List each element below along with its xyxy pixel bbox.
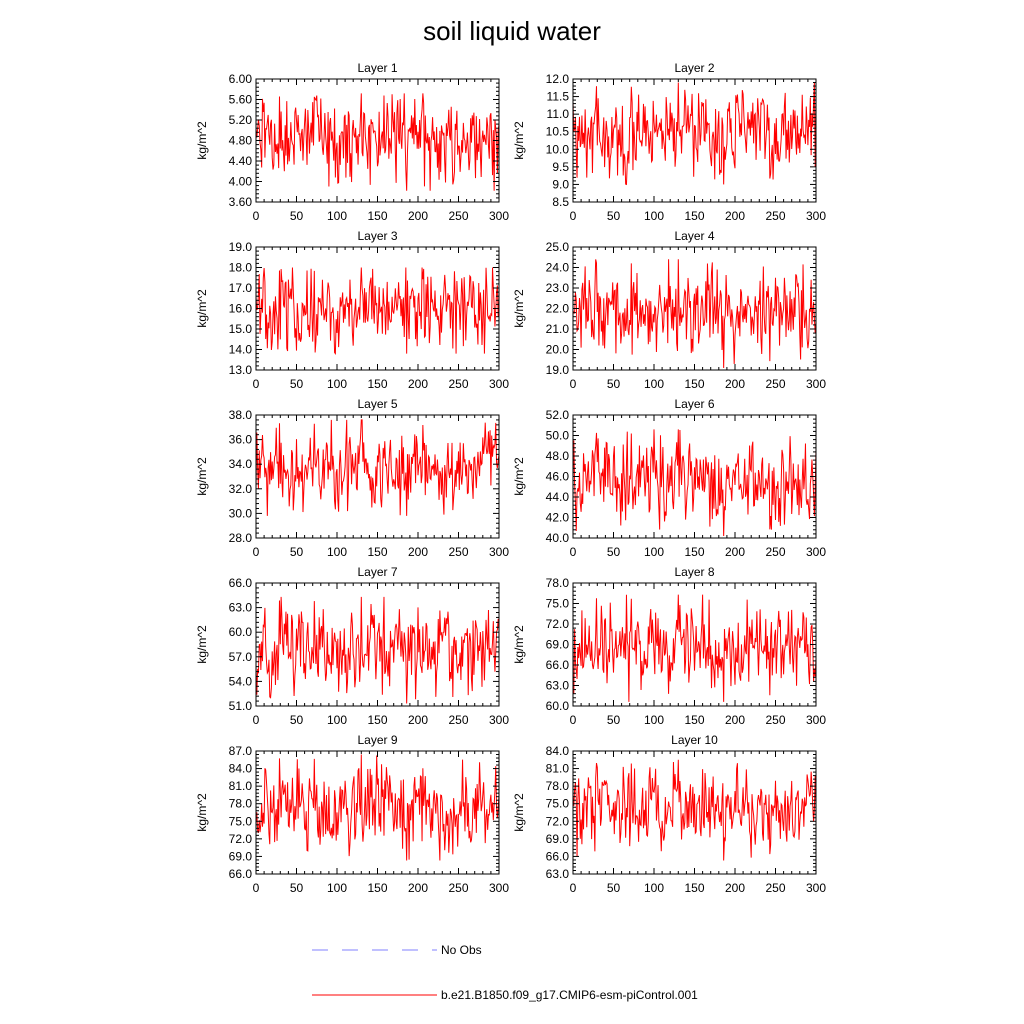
x-tick-label: 200 [724, 209, 746, 223]
y-tick-label: 66.0 [228, 576, 252, 590]
x-tick-label: 300 [488, 209, 510, 223]
x-tick-label: 150 [684, 881, 705, 895]
x-tick-label: 200 [724, 713, 746, 727]
x-tick-label: 0 [252, 377, 260, 391]
y-tick-label: 69.0 [228, 849, 252, 864]
y-tick-label: 6.00 [228, 72, 252, 86]
panel-title: Layer 10 [671, 733, 718, 747]
y-tick-label: 78.0 [545, 779, 569, 794]
x-tick-label: 150 [367, 881, 388, 895]
y-tick-label: 36.0 [228, 432, 252, 447]
x-tick-label: 50 [606, 713, 621, 727]
x-tick-label: 150 [367, 713, 388, 727]
y-tick-label: 75.0 [228, 814, 252, 829]
x-tick-label: 250 [765, 545, 786, 559]
y-axis-label: kg/m^2 [512, 625, 526, 664]
panel-title: Layer 3 [357, 229, 398, 243]
panel-layer-7 [195, 565, 509, 727]
x-tick-label: 200 [407, 713, 429, 727]
series-line [256, 420, 499, 516]
x-tick-label: 0 [252, 209, 260, 223]
y-tick-label: 34.0 [228, 457, 252, 472]
y-tick-label: 84.0 [545, 744, 569, 758]
x-tick-label: 300 [488, 713, 510, 727]
y-tick-label: 60.0 [545, 699, 569, 713]
panel-title: Layer 9 [357, 733, 398, 747]
y-tick-label: 44.0 [545, 490, 569, 504]
y-tick-label: 75.0 [545, 596, 569, 611]
y-tick-label: 48.0 [545, 449, 569, 463]
y-tick-label: 69.0 [545, 637, 569, 652]
y-axis-label: kg/m^2 [512, 289, 526, 328]
panel-title: Layer 2 [674, 61, 715, 75]
x-tick-label: 300 [805, 377, 827, 391]
y-tick-label: 75.0 [545, 796, 569, 811]
x-tick-label: 300 [488, 881, 510, 895]
y-tick-label: 10.5 [545, 124, 569, 139]
x-tick-label: 100 [643, 377, 665, 391]
y-tick-label: 16.0 [228, 301, 252, 316]
x-tick-label: 50 [606, 209, 621, 223]
x-tick-label: 250 [448, 881, 469, 895]
series-line [573, 259, 816, 368]
y-tick-label: 72.0 [228, 831, 252, 846]
panel-title: Layer 6 [674, 397, 715, 411]
y-tick-label: 25.0 [545, 240, 569, 254]
y-tick-label: 52.0 [545, 408, 569, 422]
panel-layer-5 [195, 397, 509, 559]
x-tick-label: 250 [765, 377, 786, 391]
y-tick-label: 9.5 [552, 159, 569, 174]
y-tick-label: 32.0 [228, 481, 252, 496]
x-tick-label: 200 [724, 545, 746, 559]
panel-title: Layer 1 [357, 61, 398, 75]
x-tick-label: 250 [765, 713, 786, 727]
y-tick-label: 9.0 [552, 177, 569, 192]
x-tick-label: 0 [252, 545, 260, 559]
x-tick-label: 200 [407, 209, 429, 223]
x-tick-label: 50 [289, 377, 304, 391]
x-tick-label: 300 [805, 713, 827, 727]
x-tick-label: 150 [684, 377, 705, 391]
panels [195, 61, 826, 895]
x-tick-label: 250 [448, 209, 469, 223]
x-tick-label: 0 [569, 881, 577, 895]
y-tick-label: 72.0 [545, 617, 569, 631]
x-tick-label: 300 [488, 377, 510, 391]
x-tick-label: 250 [448, 545, 469, 559]
x-tick-label: 300 [488, 545, 510, 559]
y-tick-label: 40.0 [545, 531, 569, 545]
panel-title: Layer 8 [674, 565, 715, 579]
x-tick-label: 250 [448, 713, 469, 727]
y-tick-label: 66.0 [545, 849, 569, 864]
x-tick-label: 100 [643, 881, 665, 895]
y-tick-label: 78.0 [228, 796, 252, 811]
legend-model-label: b.e21.B1850.f09_g17.CMIP6-esm-piControl.001 [441, 988, 698, 1002]
series-line [573, 595, 816, 702]
x-tick-label: 150 [367, 545, 388, 559]
x-tick-label: 50 [289, 881, 304, 895]
series-line [256, 755, 499, 861]
x-tick-label: 200 [724, 881, 746, 895]
y-tick-label: 18.0 [228, 260, 252, 275]
y-tick-label: 4.00 [228, 174, 252, 189]
x-tick-label: 0 [252, 881, 260, 895]
x-tick-label: 200 [407, 545, 429, 559]
x-tick-label: 300 [805, 545, 827, 559]
x-tick-label: 200 [407, 377, 429, 391]
x-tick-label: 0 [569, 713, 577, 727]
y-tick-label: 51.0 [228, 699, 252, 713]
x-tick-label: 150 [684, 209, 705, 223]
y-tick-label: 54.0 [228, 674, 252, 689]
y-tick-label: 19.0 [228, 240, 252, 254]
y-tick-label: 4.80 [228, 133, 252, 148]
y-axis-label: kg/m^2 [195, 457, 209, 496]
x-tick-label: 100 [643, 713, 665, 727]
x-tick-label: 0 [569, 377, 577, 391]
x-tick-label: 100 [326, 713, 348, 727]
x-tick-label: 150 [367, 209, 388, 223]
panel-layer-10 [512, 733, 826, 895]
y-axis-label: kg/m^2 [512, 457, 526, 496]
y-tick-label: 66.0 [545, 658, 569, 672]
y-tick-label: 42.0 [545, 510, 569, 525]
x-tick-label: 50 [289, 209, 304, 223]
x-tick-label: 200 [724, 377, 746, 391]
y-tick-label: 38.0 [228, 408, 252, 422]
legend-obs-label: No Obs [441, 943, 482, 957]
y-tick-label: 46.0 [545, 469, 569, 484]
y-tick-label: 63.0 [228, 600, 252, 615]
x-tick-label: 150 [367, 377, 388, 391]
y-tick-label: 84.0 [228, 761, 252, 776]
y-tick-label: 28.0 [228, 531, 252, 545]
y-axis-label: kg/m^2 [195, 289, 209, 328]
y-axis-label: kg/m^2 [195, 793, 209, 832]
x-tick-label: 0 [569, 545, 577, 559]
x-tick-label: 100 [326, 377, 348, 391]
y-tick-label: 69.0 [545, 831, 569, 846]
y-tick-label: 5.20 [228, 113, 252, 127]
y-axis-label: kg/m^2 [512, 121, 526, 160]
x-tick-label: 50 [606, 377, 621, 391]
y-tick-label: 60.0 [228, 625, 252, 640]
panel-layer-2 [512, 61, 826, 223]
panel-title: Layer 5 [357, 397, 398, 411]
x-tick-label: 50 [606, 881, 621, 895]
y-tick-label: 81.0 [545, 761, 569, 776]
x-tick-label: 50 [606, 545, 621, 559]
y-tick-label: 72.0 [545, 814, 569, 829]
x-tick-label: 100 [326, 545, 348, 559]
y-tick-label: 14.0 [228, 342, 252, 357]
x-tick-label: 300 [805, 881, 827, 895]
y-tick-label: 8.5 [552, 195, 569, 209]
y-axis-label: kg/m^2 [512, 793, 526, 832]
y-tick-label: 13.0 [228, 363, 252, 377]
y-tick-label: 66.0 [228, 867, 252, 881]
x-tick-label: 100 [326, 209, 348, 223]
y-tick-label: 11.5 [546, 89, 569, 104]
panel-layer-4 [512, 229, 826, 391]
y-axis-label: kg/m^2 [195, 625, 209, 664]
y-tick-label: 21.0 [545, 322, 569, 336]
y-tick-label: 10.0 [545, 142, 569, 157]
series-line [573, 760, 816, 861]
y-tick-label: 63.0 [545, 867, 569, 881]
y-tick-label: 78.0 [545, 576, 569, 590]
x-tick-label: 0 [569, 209, 577, 223]
series-line [573, 429, 816, 536]
y-tick-label: 11.0 [546, 107, 569, 122]
y-tick-label: 30.0 [228, 506, 252, 521]
y-tick-label: 17.0 [228, 281, 252, 295]
series-line [256, 597, 499, 704]
y-tick-label: 63.0 [545, 678, 569, 693]
y-tick-label: 3.60 [228, 195, 252, 209]
panel-layer-1 [195, 61, 509, 223]
x-tick-label: 250 [765, 881, 786, 895]
x-tick-label: 300 [805, 209, 827, 223]
x-tick-label: 0 [252, 713, 260, 727]
y-axis-label: kg/m^2 [195, 121, 209, 160]
y-tick-label: 23.0 [545, 281, 569, 295]
y-tick-label: 50.0 [545, 428, 569, 443]
x-tick-label: 150 [684, 713, 705, 727]
y-tick-label: 57.0 [228, 649, 252, 664]
y-tick-label: 22.0 [545, 301, 569, 316]
panel-layer-3 [195, 229, 509, 391]
panel-title: Layer 7 [357, 565, 398, 579]
series-line [256, 268, 499, 354]
x-tick-label: 250 [448, 377, 469, 391]
x-tick-label: 50 [289, 545, 304, 559]
x-tick-label: 100 [643, 545, 665, 559]
series-line [256, 93, 499, 190]
panel-layer-6 [512, 397, 826, 559]
x-tick-label: 100 [326, 881, 348, 895]
x-tick-label: 50 [289, 713, 304, 727]
x-tick-label: 150 [684, 545, 705, 559]
panel-layer-9 [195, 733, 509, 895]
y-tick-label: 19.0 [545, 363, 569, 377]
x-tick-label: 200 [407, 881, 429, 895]
y-tick-label: 87.0 [228, 744, 252, 758]
y-tick-label: 20.0 [545, 342, 569, 357]
figure-title: soil liquid water [423, 16, 601, 46]
y-tick-label: 12.0 [545, 72, 569, 86]
y-tick-label: 15.0 [228, 322, 252, 336]
series-line [573, 83, 816, 185]
panel-title: Layer 4 [674, 229, 715, 243]
y-tick-label: 4.40 [228, 154, 252, 168]
panel-layer-8 [512, 565, 826, 727]
y-tick-label: 81.0 [228, 779, 252, 794]
legend [312, 943, 698, 1002]
x-tick-label: 250 [765, 209, 786, 223]
x-tick-label: 100 [643, 209, 665, 223]
y-tick-label: 5.60 [228, 92, 252, 107]
y-tick-label: 24.0 [545, 260, 569, 275]
